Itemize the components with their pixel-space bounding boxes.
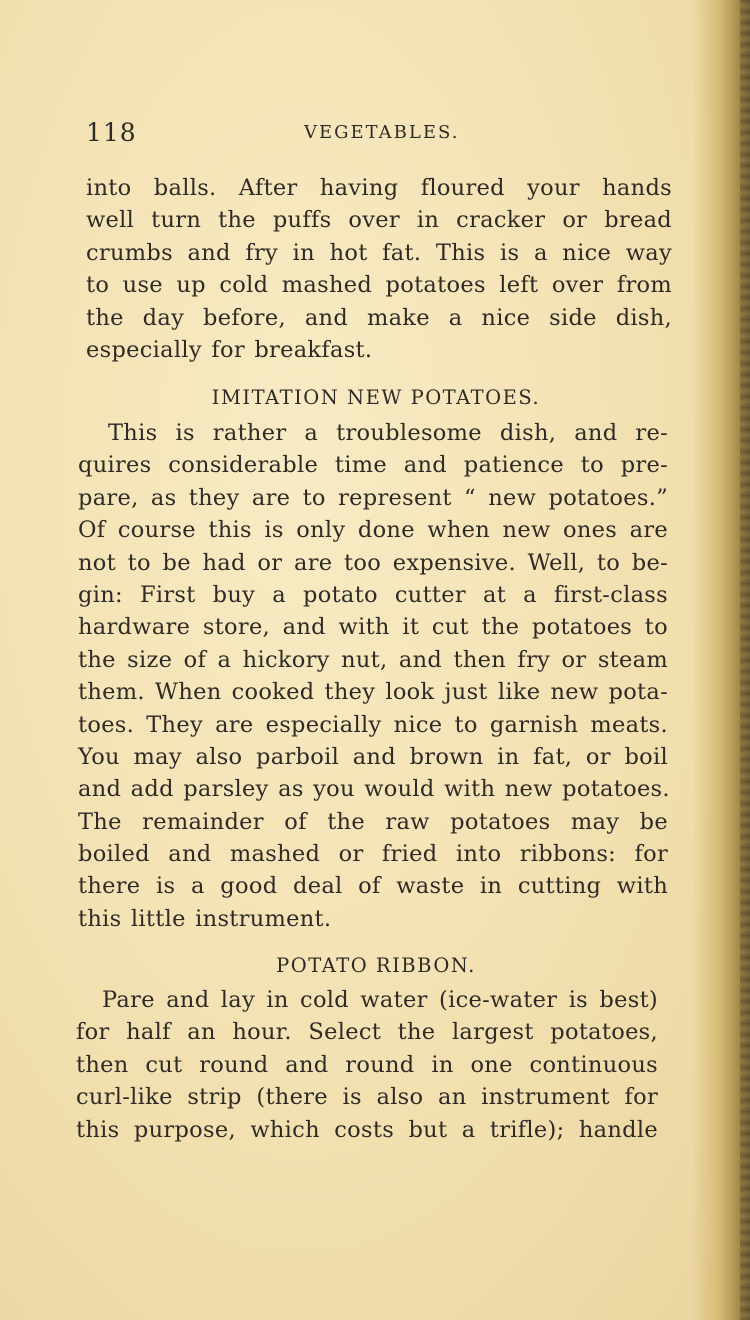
text-line: especially for breakfast. [86,336,373,363]
section-heading-potato-ribbon: POTATO RIBBON. [276,954,476,977]
text-line: quires considerable time and patience to pre- [78,452,668,479]
text-line: hardware store, and with it cut the potatoes to [78,614,668,641]
text-line: well turn the puffs over in cracker or bread [86,207,672,234]
text-line: You may also parboil and brown in fat, or boil [78,743,668,770]
text-line: into balls. After having floured your hands [86,175,672,201]
text-line: crumbs and fry in hot fat. This is a nice way [86,239,672,266]
text-line: the size of a hickory nut, and then fry or steam [78,646,668,673]
section-heading-imitation-new-potatoes: IMITATION NEW POTATOES. [211,386,541,409]
text-line: there is a good deal of waste in cutting with [78,873,668,900]
page-edge-shadow [692,0,750,1320]
text-line: and add parsley as you would with new potatoes. [78,776,670,803]
paragraph-imitation-new-potatoes [78,417,668,935]
text-line: curl-like strip (there is also an instrument for [76,1084,658,1111]
running-title: VEGETABLES. [304,122,460,143]
text-line: toes. They are especially nice to garnish meats. [78,711,668,738]
text-line: Pare and lay in cold water (ice-water is best) [102,987,658,1013]
text-line: not to be had or are too expensive. Well, to be- [78,549,668,576]
text-line: the day before, and make a nice side dish, [86,304,672,331]
text-line: The remainder of the raw potatoes may be [78,808,668,835]
page-number: 118 [86,118,137,147]
text-line: for half an hour. Select the largest potatoes, [76,1019,658,1046]
text-line: boiled and mashed or fried into ribbons: for [78,841,668,868]
text-line: this purpose, which costs but a trifle); handle [76,1116,658,1143]
text-line: This is rather a troublesome dish, and re- [108,420,668,446]
text-line: pare, as they are to represent “ new potatoes.” [78,484,668,511]
text-line: this little instrument. [78,905,332,932]
text-line: gin: First buy a potato cutter at a first-class [78,581,668,608]
running-head [86,118,676,158]
text-line: then cut round and round in one continuous [76,1051,658,1078]
paragraph-potato-ribbon [76,984,658,1146]
paragraph-continued [86,172,672,366]
text-line: Of course this is only done when new ones are [78,517,668,544]
text-line: to use up cold mashed potatoes left over from [86,272,672,299]
text-line: them. When cooked they look just like new pota- [78,679,668,706]
